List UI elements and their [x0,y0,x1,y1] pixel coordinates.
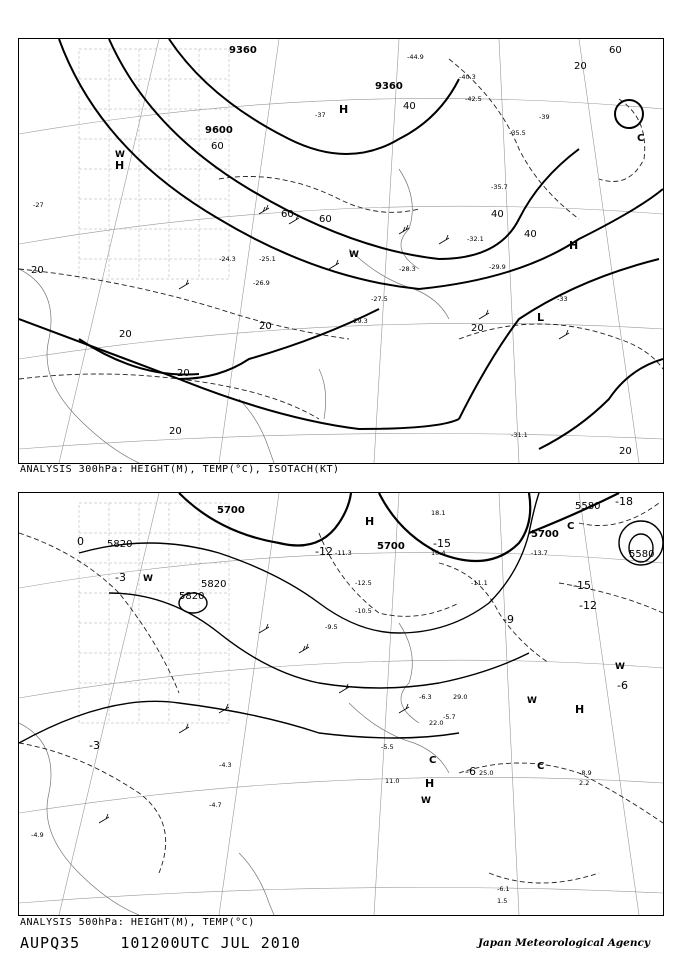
height-label: 9360 [229,45,257,56]
isotach-label: 60 [609,45,622,56]
wind-barbs [99,624,409,823]
center-h: H [365,515,375,528]
isotherm-label: -15 [573,579,591,592]
isotach-label: 60 [281,209,294,220]
temp-label: -5.5 [381,743,394,751]
isotach-label: 20 [177,368,190,379]
temp-label: 10.4 [431,549,446,557]
temp-label: -4.9 [31,831,44,839]
temp-label: 25.0 [479,769,494,777]
temp-label: -31.1 [511,431,528,439]
temp-label: -4.3 [219,761,232,769]
height-label: 5700 [377,541,405,552]
center-w: W [421,796,431,806]
temp-label: -10.5 [355,607,372,615]
temp-label: 22.0 [429,719,444,727]
temp-label: 2.2 [579,779,590,787]
temp-label: -29.3 [351,317,368,325]
temp-label: 11.0 [385,777,400,785]
center-h: H [569,239,579,252]
caption-500hpa: ANALYSIS 500hPa: HEIGHT(M), TEMP(°C) [20,917,255,928]
temp-label: -27.5 [371,295,388,303]
center-h: H [339,103,349,116]
temp-label: -6.3 [419,693,432,701]
temp-label: -39 [539,113,550,121]
temp-label: -32.1 [467,235,484,243]
isotherm-label: -15 [433,537,451,550]
center-l: L [537,311,545,324]
isotach-label: 20 [574,61,587,72]
height-label: 5580 [629,549,655,560]
temp-label: -8.9 [579,769,592,777]
temp-label: -44.9 [407,53,424,61]
temp-label: -4.7 [209,801,222,809]
temp-label: -35.7 [491,183,508,191]
isotach-label: 40 [403,101,416,112]
height-label: 9360 [375,81,403,92]
center-h: H [575,703,585,716]
temp-label: -40.3 [459,73,476,81]
height-label: 5700 [217,505,245,516]
height-label: 5820 [201,579,227,590]
isotherm-label: -9 [503,613,514,626]
height-label: 9600 [205,125,233,136]
center-w: W [115,150,125,160]
isotherm-label: -3 [115,571,126,584]
temperature-labels [31,509,592,905]
temp-label: -24.3 [219,255,236,263]
chart-300hpa [18,38,664,464]
temp-label: -27 [33,201,44,209]
isotach-label: 20 [619,446,632,457]
isotach-label: 20 [169,426,182,437]
temp-label: -26.9 [253,279,270,287]
isotach-label: 40 [491,209,504,220]
isotherm-label: -18 [615,495,633,508]
temp-label: -11.3 [335,549,352,557]
temp-label: -12.5 [355,579,372,587]
temp-label: -11.1 [471,579,488,587]
center-w: W [349,250,359,260]
center-w: W [615,662,625,672]
center-c: C [429,755,437,766]
temperature-labels [33,53,568,439]
temp-label: -37 [315,111,326,119]
height-labels [205,45,403,136]
coastline [19,169,449,463]
temp-label: -35.5 [509,129,526,137]
valid-time: 101200UTC JUL 2010 [120,934,301,952]
temp-label: -33 [557,295,568,303]
temp-label: -9.5 [325,623,338,631]
center-w: W [143,574,153,584]
isotherm-label: 0 [77,535,84,548]
chart-identifier [20,934,301,952]
chart-500hpa [18,492,664,916]
pressure-centers [115,103,644,324]
isotach-label: 20 [259,321,272,332]
isotherm-lines [19,503,663,883]
temp-label: 18.1 [431,509,446,517]
agency-name: Japan Meteorological Agency [477,937,650,949]
height-label: 5820 [107,539,133,550]
height-label: 5820 [179,591,205,602]
temp-label: -6.1 [497,885,510,893]
center-h: H [115,159,125,172]
isotach-label: 60 [211,141,224,152]
center-h: H [425,777,435,790]
isotach-label: 60 [319,214,332,225]
coastline [19,623,449,915]
temp-label: 1.5 [497,897,508,905]
height-label: 5580 [575,501,601,512]
isotach-labels [31,45,632,457]
isotherm-label: -12 [579,599,597,612]
isotherm-label: -6 [617,679,628,692]
isotherm-label: -12 [315,545,333,558]
chart-code: AUPQ35 [20,934,81,952]
isotach-label: 40 [524,229,537,240]
center-c: C [537,761,545,772]
temp-label: -5.7 [443,713,456,721]
isotherm-label: -3 [89,739,100,752]
isotach-label: 20 [31,265,44,276]
temp-label: -28.3 [399,265,416,273]
temp-label: -29.9 [489,263,506,271]
height-label: 5700 [531,529,559,540]
isotach-label: 20 [119,329,132,340]
isotherm-label: -6 [465,765,476,778]
pressure-centers [143,515,625,806]
map-500hpa [19,493,663,915]
map-300hpa [19,39,663,463]
center-w: W [527,696,537,706]
terrain-hatch [79,503,229,723]
temp-label: -25.1 [259,255,276,263]
temp-label: -13.7 [531,549,548,557]
center-c: C [567,521,575,532]
temp-label: 29.0 [453,693,468,701]
isotach-label: 20 [471,323,484,334]
temp-label: -42.5 [465,95,482,103]
caption-300hpa: ANALYSIS 300hPa: HEIGHT(M), TEMP(°C), ISOTACH(KT) [20,464,340,475]
center-c: C [637,133,645,144]
